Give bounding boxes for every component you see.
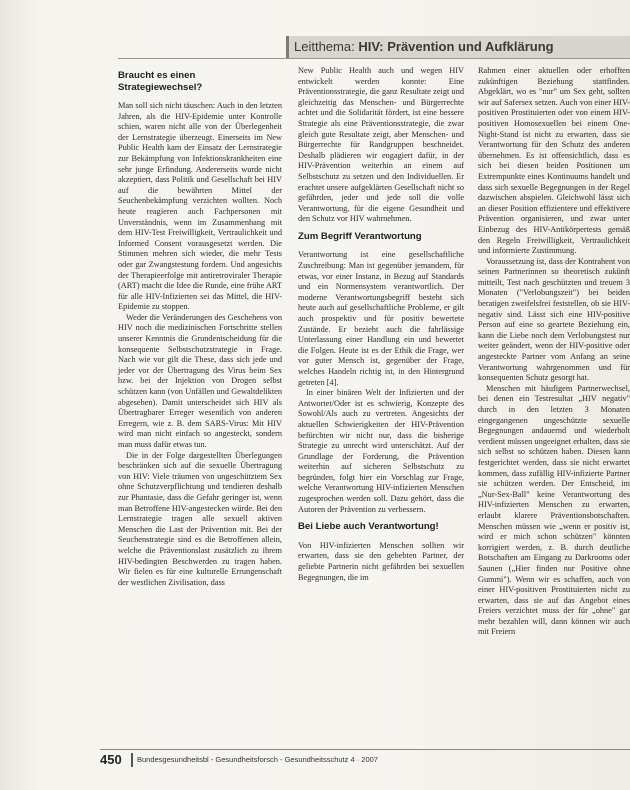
running-header-text — [294, 39, 554, 54]
header-prefix: Leitthema: — [294, 39, 359, 54]
text-column-3 — [478, 66, 630, 638]
top-divider — [118, 58, 630, 59]
paragraph: Von HIV-infizierten Menschen sollten wir erwarten, dass sie den gebebten Partner, der geliebte Partnerin nicht gefährden bei sexuellen Begegnungen, die im — [298, 540, 464, 582]
page-number: 450 — [100, 752, 122, 767]
footer-divider — [100, 749, 630, 750]
paragraph: Weder die Veränderungen des Geschehens von HIV noch die medizinischen Fortschritte stellen unserer Kenntnis die Grundentscheidung für die konsequente Selbstschutzstrategie in Frage. Nach wie vor gilt die These, dass sich jede und jeder vor der Übertragung des Virus beim Sex bzw. bei der Injektion von Drogen selbst schützen kann (von Unfällen und Gewaltdelikten abgesehen). Damit unterscheidet sich HIV als Übertragbarer Erreger wesentlich von anderen Erregern, wie z. B. dem SARS-Virus: Mit HIV wird man nicht einfach so angesteckt, sondern man muss dafür etwas tun. — [118, 312, 282, 449]
paragraph: In einer binären Welt der Infizierten und der Antwortet/Oder ist es schwierig, Konzepte des Sowohl/Als auch zu vertreten. Angesichts der aktuellen Schwierigkeiten der HIV-Prävention befürchten wir nicht nur, dass die bisherige Strategie zu unrecht wird unterschätzt. Auf der Grundlage der Forderung, die Prävention weiterhin auf sicheren Selbstschutz zu begründen, folgt hier ein Vorschlag zur Frage, welche Verantwortung HIV-infizierten Menschen zugesprochen werden soll. Dazu gehört, dass die Autoren der Prävention zu verbessern. — [298, 388, 464, 514]
paragraph: Menschen mit häufigem Partnerwechsel, bei denen ein Testresultat „HIV negativ" durch in den letzten 3 Monaten eingegangenen ungeschützte sexuelle Begegnungen andauernd und wiederholt verdient müssen ungeeignet erhalten, dass sie sich selbst so schützen haben. Diesen kann festgerichtet werden, dass sie nicht erwartet kommen, dass zufällig HIV-infizierte Partner sie schützen werden. Der Entscheid, im „Nur-Sex-Ball" keine Verantwortung des HIV-infizierten Menschen zu erwarten, erlaubt klarere Präventionsbotschaften. Menschen müssen wie „wenn er positiv ist, wird er mich schon schützen" könnten korrigiert werden, z. B. durch deutliche Botschaften am Eingang zu Darkrooms oder Saunen („Hier finden nur Positive ohne Gummi"). Wenn wir es schaffen, auch von einer HIV-positiven Prostituierten nicht zu erwarten, dass sie auf das Angebot eines Freiers verzichtet muss der für „ohne" gar mehr bezahlen will, dann können wir auch mit Freiern — [478, 383, 630, 637]
paragraph: Rahmen einer aktuellen oder erhofften zukünftigen Beziehung stattfinden. Abgeklärt, wo es "nur" um Sex geht, sollten wir auf Safersex setzen. Auch von einer HIV-positiven Prostituierten oder von einem HIV-positiven Homosexuellen bei einem One-Night-Stand ist nicht zu erwarten, dass sie Verantwortung für den Schutz des anderen übernehmen. Es ist offensichtlich, dass es sich bei diesen beiden Positionen um Extrempunkte eines Kontinuums handelt und dass sich sexuelle Begegnungen in der Regel dazwischen abspielen. Gleichwohl lässt sich an dieser Position effizientere und effektivere Prävention organisieren, und zwar unter Einbezug des HIV-Antikörpertests gemäß den Regeln Freiwilligkeit, Vertraulichkeit und informierte Zustimmung. — [478, 66, 630, 256]
section-heading-responsibility: Zum Begriff Verantwortung — [298, 230, 422, 242]
paragraph: Verantwortung ist eine gesellschaftliche Zuschreibung: Man ist gegenüber jemandem, für etwas, vor einer Instanz, in Bezug auf Standards und ein Normensystem verantwortlich. Der moderne Verantwortungsbegriff besteht sich heute auch auf gesellschaftliche Probleme, er gilt auch prospektiv und für positiv bewertete Zustände. Er bezieht auch die fahrlässige Unterlassung einer Handlung ein und bewertet die Folgen. Heute ist es der Ethik die Frage, wer vor guter Mensch ist, gegenüber der Frage, welches Handeln richtig ist, in den Hintergrund getreten [4]. — [298, 250, 464, 387]
footer-separator — [131, 753, 133, 767]
text-column-1 — [118, 66, 282, 588]
section-heading-love: Bei Liebe auch Verantwortung! — [298, 521, 439, 533]
paragraph: Voraussetzung ist, dass der Kontrahent von seinen Partnerinnen so theoretisch zukünft mitteilt, Test nach geschützten und treuem 3 Monaten ("Verlobungszeit") bei beiden beratigen zweifelsfrei feststellen, ob sie HIV-negativ sind. Lässt sich eine HIV-positive Person auf eine so geartete Beziehung ein, kann die Liebe noch dem Verlobungstest nur weiter geändert, wenn der HIV-positive oder angesteckte Partner vom Anfang an seine Verantwortung wahrgenommen und für konsequenten Schutz gesorgt hat. — [478, 256, 630, 383]
journal-citation: Bundesgesundheitsbl - Gesundheitsforsch - Gesundheitsschutz 4 · 2007 — [137, 755, 378, 764]
section-heading-strategy: Braucht es einen Strategiewechsel? — [118, 70, 203, 93]
paragraph: New Public Health auch und wegen HIV entwickelt werden konnte: Eine Präventionsstrategie, die ganz Resultate zeigt und gleichzeitig das Menschen- und Bürgerrechte achtet und die Solidarität fördert, ist eine bessere Strategie als eine Präventionsstrategie, die zwar gleich gute Resultate zeigt, aber Menschen- und Bürgerrechte für Randgruppen beschneidet. Deshalb plädieren wir engagiert dafür, in der HIV-Prävention weiterhin an einem auf Selbstschutz zu setzen und den Individuellen. Er erachtet unsere aufgeklärten Gesellschaft nicht so gefährden, jeder und jede soll die volle Verantwortung, für die eigene Gesundheit und den Schutz vor HIV wahrnehmen. — [298, 66, 464, 224]
text-column-2 — [298, 66, 464, 583]
paragraph: Man soll sich nicht täuschen: Auch in den letzten Jahren, als die HIV-Epidemie unter Kontrolle schien, waren nicht alle von der Überlegenheit der Lernstrategie überzeugt. Einerseits im New Public Health kam der Einsatz der Lernstrategie zur Bekämpfung von Infektionskrankheiten eine sehr junge Erfindung. Andererseits wurde nicht akzeptiert, dass Politik und Gesellschaft bei HIV auf die bewährten Mittel der Seuchenbekämpfung verzichten wollten. Noch heute reagieren auch Fachpersonen mit Unverständnis, wenn im Zusammenhang mit dem HIV-Test Freiwilligkeit, Vertraulichkeit und Informed Consent vorausgesetzt werden. Die Stimmen mehren sich wieder, die mehr Tests oder gar Zwangstestung fordern. Und angesichts der Therapieerfolge mit antiretroviraler Therapie (ART) macht die Idee die Runde, eine frühe ART für alle HIV-Infizierten sei das Mittel, die HIV-Epidemie zu stoppen. — [118, 101, 282, 312]
header-accent-rule — [286, 36, 289, 58]
paragraph: Die in der Folge dargestellten Überlegungen beschränken sich auf die sexuelle Übertragung von HIV: Viele träumen von ungeschütztem Sex ohne Schutzverpflichtung und tendieren deshalb zur Phantasie, dass die Gefahr geringer ist, wenn man Betroffene HIV-angestecken würde. Bei den Lernstrategie tragen alle sexuell aktiven Menschen die Last der Prävention mit. Bei der Seuchenstrategie sind es die Betroffenen allein, welche die Präventionslast zusätzlich zu ihrem HIV-bedingten Beschwerden zu tragen haben. Wir fielen es für eine kulturelle Errungenschaft der westlichen Zivilisation, dass — [118, 450, 282, 587]
header-topic: HIV: Prävention und Aufklärung — [358, 39, 554, 54]
